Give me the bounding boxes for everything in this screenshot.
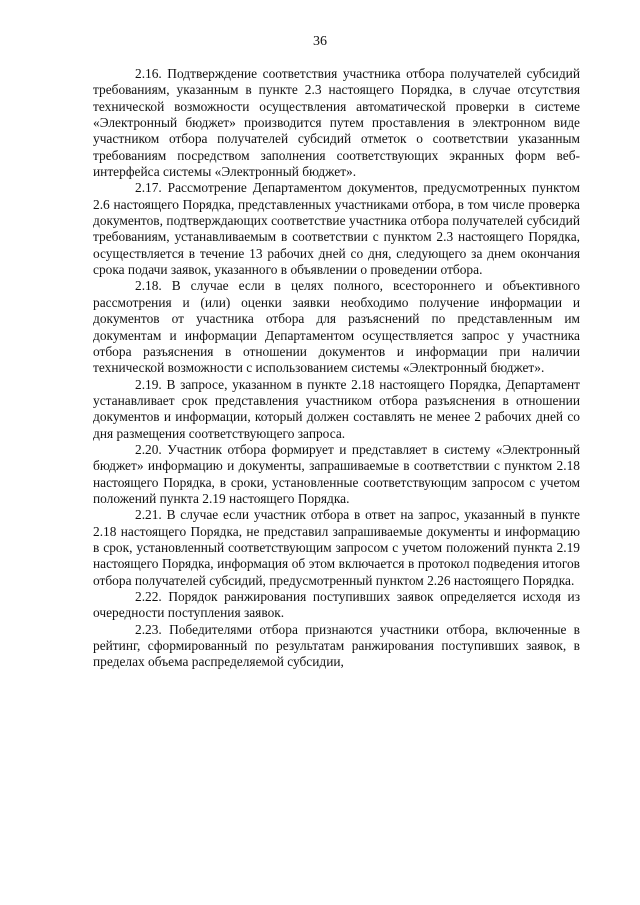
- paragraph-2-19: 2.19. В запросе, указанном в пункте 2.18 настоящего Порядка, Департамент устанавливает срок представления участником отбора разъяснения в отношении документов и информации, который должен составлять не менее 2 рабочих дней со дня размещения соответствующего запроса.: [93, 376, 580, 441]
- paragraph-2-21: 2.21. В случае если участник отбора в ответ на запрос, указанный в пункте 2.18 настоящего Порядка, не представил запрашиваемые документы и информацию в срок, установленный соответствующим запросом с учетом положений пункта 2.19 настоящего Порядка, информация об этом включается в протокол подведения итогов отбора получателей субсидий, предусмотренный пунктом 2.26 настоящего Порядка.: [93, 507, 580, 588]
- paragraph-2-18: 2.18. В случае если в целях полного, всестороннего и объективного рассмотрения и (или) оценки заявки необходимо получение информации и документов от участника отбора для разъяснений по представленным им документам и информации Департаментом осуществляется запрос у участника отбора разъяснения в отношении документов и информации при наличии технической возможности с использованием системы «Электронный бюджет».: [93, 278, 580, 376]
- paragraph-2-20: 2.20. Участник отбора формирует и представляет в систему «Электронный бюджет» информацию и документы, запрашиваемые в соответствии с пунктом 2.18 настоящего Порядка, в сроки, установленные соответствующим запросом с учетом положений пункта 2.19 настоящего Порядка.: [93, 441, 580, 506]
- paragraph-2-17: 2.17. Рассмотрение Департаментом документов, предусмотренных пунктом 2.6 настоящего Порядка, представленных участниками отбора, в том числе проверка документов, подтверждающих соответствие участника отбора получателей субсидий требованиям, устанавливаемым в соответствии с пунктом 2.3 настоящего Порядка, осуществляется в течение 13 рабочих дней со дня, следующего за днем окончания срока подачи заявок, указанного в объявлении о проведении отбора.: [93, 180, 580, 278]
- paragraph-2-16: 2.16. Подтверждение соответствия участника отбора получателей субсидий требованиям, указанным в пункте 2.3 настоящего Порядка, в случае отсутствия технической возможности осуществления автоматической проверки в системе «Электронный бюджет» производится путем проставления в электронном виде участником отбора получателей субсидий отметок о соответствии указанным требованиям посредством заполнения соответствующих экранных форм веб-интерфейса системы «Электронный бюджет».: [93, 66, 580, 180]
- page-number: 36: [313, 34, 327, 49]
- paragraph-2-23: 2.23. Победителями отбора признаются участники отбора, включенные в рейтинг, сформированный по результатам ранжирования поступивших заявок, в пределах объема распределяемой субсидии,: [93, 621, 580, 670]
- document-body: [93, 66, 580, 671]
- paragraph-2-22: 2.22. Порядок ранжирования поступивших заявок определяется исходя из очередности поступления заявок.: [93, 589, 580, 621]
